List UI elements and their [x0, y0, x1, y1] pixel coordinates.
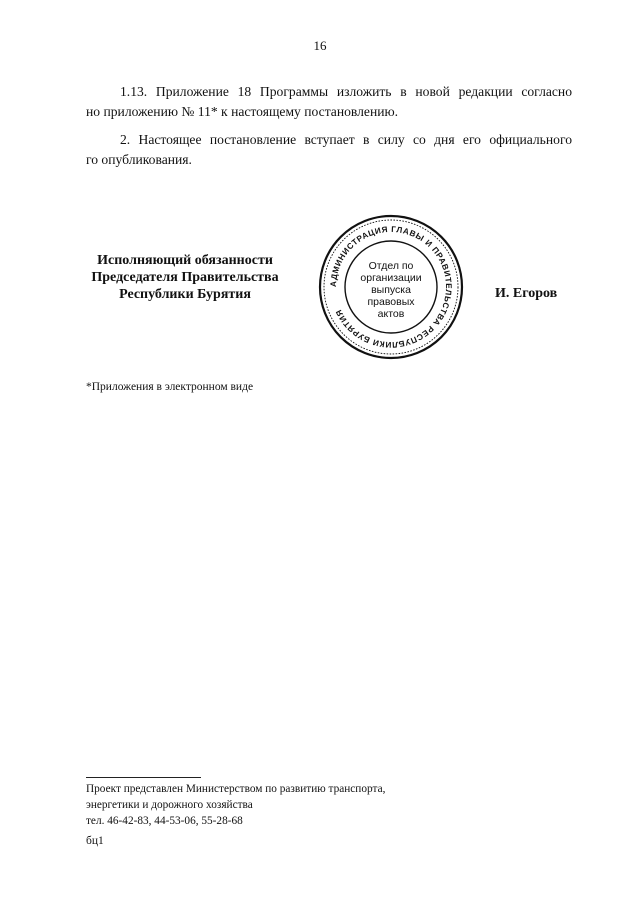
signatory-title-line: Исполняющий обязанности — [97, 253, 273, 268]
paragraph-2 — [86, 130, 572, 170]
seal-center-line: Отдел по — [368, 260, 414, 272]
page-number: 16 — [313, 38, 327, 53]
footer-divider — [86, 777, 201, 778]
signatory-name: И. Егоров — [495, 286, 558, 301]
footer-line: энергетики и дорожного хозяйства — [86, 799, 253, 811]
signatory-title-line: Председателя Правительства — [91, 270, 279, 285]
paragraph-line: го опубликования. — [86, 152, 192, 167]
footer-line: тел. 46-42-83, 44-53-06, 55-28-68 — [86, 815, 243, 827]
footer-line: Проект представлен Министерством по развитию транспорта, — [86, 783, 386, 795]
seal-ring-textpath: АДМИНИСТРАЦИЯ ГЛАВЫ И ПРАВИТЕЛЬСТВА РЕСПУБЛИКИ БУРЯТИЯ — [328, 224, 454, 350]
signatory-title — [80, 252, 290, 303]
paragraph-line: 2. Настоящее постановление вступает в силу со дня его официального — [120, 132, 572, 147]
paragraph-line: но приложению № 11* к настоящему постановлению. — [86, 104, 399, 119]
signatory-title-line: Республики Бурятия — [119, 287, 251, 302]
paragraph-line: 1.13. Приложение 18 Программы изложить в новой редакции согласно — [120, 84, 572, 99]
footnote: *Приложения в электронном виде — [86, 381, 254, 393]
footer-info — [86, 781, 385, 829]
seal-center-line: организации — [360, 272, 422, 284]
seal-center-line: актов — [377, 308, 405, 320]
official-seal — [316, 212, 466, 362]
seal-center-text — [341, 260, 441, 320]
seal-center-line: выпуска — [371, 284, 411, 296]
document-code: бц1 — [86, 835, 104, 847]
paragraph-1-13 — [86, 82, 572, 122]
seal-center-line: правовых — [367, 296, 415, 308]
